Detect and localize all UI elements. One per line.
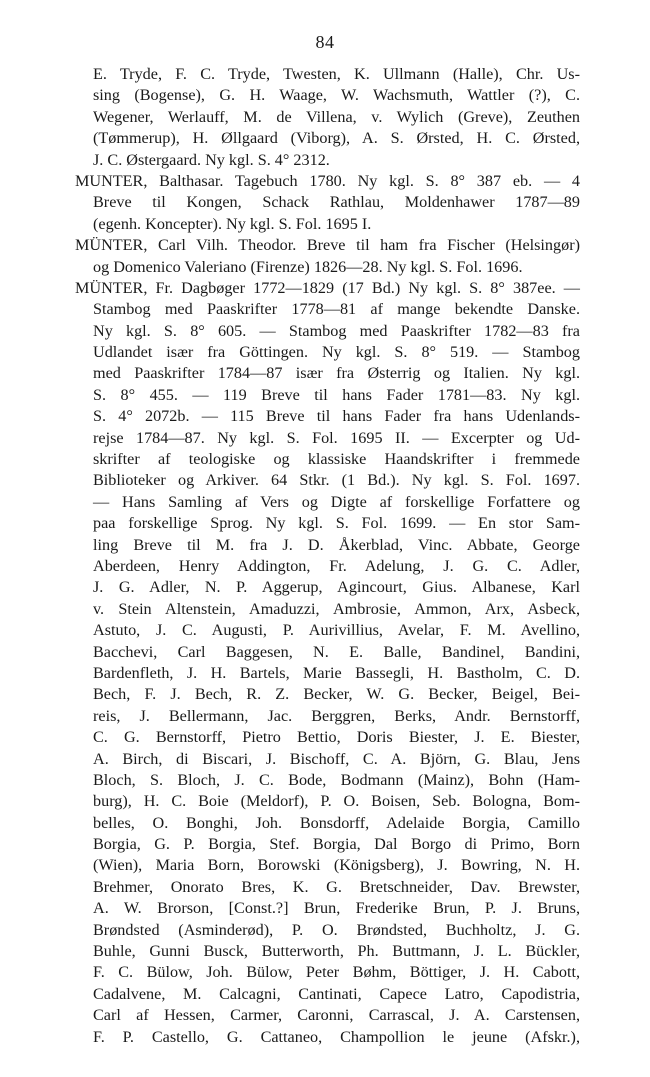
text-line: E. Tryde, F. C. Tryde, Twesten, K. Ullmann (Halle), Chr. Us- [93,65,580,83]
text-line: F. P. Castello, G. Cattaneo, Champollion le jeune (Afskr.), [93,1027,580,1046]
text-line: Breve til Kongen, Schack Rathlau, Moldenhawer 1787—89 [93,193,580,212]
text-line: belles, O. Bonghi, Joh. Bonsdorff, Adelaide Borgia, Camillo [93,813,580,832]
text-line: Carl af Hessen, Carmer, Caronni, Carrascal, J. A. Carstensen, [93,1006,580,1025]
text-line: Bloch, S. Bloch, J. C. Bode, Bodmann (Mainz), Bohn (Ham- [93,770,580,789]
text-line: (egenh. Koncepter). Ny kgl. S. Fol. 1695 I. [93,214,372,233]
text-line: burg), H. C. Boie (Meldorf), P. O. Boisen, Seb. Bologna, Bom- [93,792,580,811]
text-line: rejse 1784—87. Ny kgl. S. Fol. 1695 II. — Excerpter og Ud- [93,428,580,447]
text-line: skrifter af teologiske og klassiske Haandskrifter i fremmede [93,450,580,469]
page-number: 84 [315,32,335,52]
text-line: A. Birch, di Biscari, J. Bischoff, C. A. Björn, G. Blau, Jens [93,749,580,768]
text-line: Brehmer, Onorato Bres, K. G. Bretschneider, Dav. Brewster, [93,877,580,896]
register-text-block [75,64,580,1048]
text-line: J. C. Østergaard. Ny kgl. S. 4° 2312. [93,150,330,169]
text-line: MUNTER, Balthasar. Tagebuch 1780. Ny kgl. S. 8° 387 eb. — 4 [75,171,580,190]
text-line: Biblioteker og Arkiver. 64 Stkr. (1 Bd.). Ny kgl. S. Fol. 1697. [93,471,580,490]
text-line: A. W. Brorson, [Const.?] Brun, Frederike Brun, P. J. Bruns, [93,899,580,918]
text-line: MÜNTER, Carl Vilh. Theodor. Breve til ham fra Fischer (Helsingør) [75,236,580,255]
text-line: F. C. Bülow, Joh. Bülow, Peter Bøhm, Böttiger, J. H. Cabott, [93,963,580,982]
text-line: — Hans Samling af Vers og Digte af forskellige Forfattere og [93,492,580,511]
text-line: v. Stein Altenstein, Amaduzzi, Ambrosie, Ammon, Arx, Asbeck, [93,599,580,618]
text-line: reis, J. Bellermann, Jac. Berggren, Berks, Andr. Bernstorff, [93,706,580,725]
text-line: med Paaskrifter 1784—87 især fra Østerrig og Italien. Ny kgl. [93,364,580,383]
text-line: Ny kgl. S. 8° 605. — Stambog med Paaskrifter 1782—83 fra [93,321,580,340]
text-line: sing (Bogense), G. H. Waage, W. Wachsmuth, Wattler (?), C. [93,86,580,105]
text-line: (Tømmerup), H. Øllgaard (Viborg), A. S. Ørsted, H. C. Ørsted, [93,129,580,148]
text-line: MÜNTER, Fr. Dagbøger 1772—1829 (17 Bd.) Ny kgl. S. 8° 387ee. — [75,278,580,297]
text-line: S. 8° 455. — 119 Breve til hans Fader 1781—83. Ny kgl. [93,385,580,404]
text-line: Cadalvene, M. Calcagni, Cantinati, Capece Latro, Capodistria, [93,984,580,1003]
text-line: C. G. Bernstorff, Pietro Bettio, Doris Biester, J. E. Biester, [93,728,580,747]
text-line: Udlandet især fra Göttingen. Ny kgl. S. 8° 519. — Stambog [93,343,580,362]
text-line: paa forskellige Sprog. Ny kgl. S. Fol. 1699. — En stor Sam- [93,514,580,533]
text-line: Buhle, Gunni Busck, Butterworth, Ph. Buttmann, J. L. Bückler, [93,942,580,961]
text-line: Borgia, G. P. Borgia, Stef. Borgia, Dal Borgo di Primo, Born [93,835,580,854]
text-line: Bacchevi, Carl Baggesen, N. E. Balle, Bandinel, Bandini, [93,642,580,661]
text-line: og Domenico Valeriano (Firenze) 1826—28. Ny kgl. S. Fol. 1696. [93,257,523,276]
text-line: Brøndsted (Asminderød), P. O. Brøndsted, Buchholtz, J. G. [93,920,580,939]
text-line: Astuto, J. C. Augusti, P. Aurivillius, Avelar, F. M. Avellino, [93,621,580,640]
text-line: Aberdeen, Henry Addington, Fr. Adelung, J. G. C. Adler, [93,556,580,575]
text-line: Wegener, Werlauff, M. de Villena, v. Wylich (Greve), Zeuthen [93,107,580,126]
text-line: ling Breve til M. fra J. D. Åkerblad, Vinc. Abbate, George [93,535,580,554]
text-line: Bech, F. J. Bech, R. Z. Becker, W. G. Becker, Beigel, Bei- [93,685,580,704]
text-line: Bardenfleth, J. H. Bartels, Marie Bassegli, H. Bastholm, C. D. [93,663,580,682]
text-line: S. 4° 2072b. — 115 Breve til hans Fader fra hans Udenlands- [93,407,580,426]
text-line: Stambog med Paaskrifter 1778—81 af mange bekendte Danske. [93,300,580,319]
text-line: (Wien), Maria Born, Borowski (Königsberg), J. Bowring, N. H. [93,856,580,875]
text-line: J. G. Adler, N. P. Aggerup, Agincourt, Gius. Albanese, Karl [93,578,580,597]
